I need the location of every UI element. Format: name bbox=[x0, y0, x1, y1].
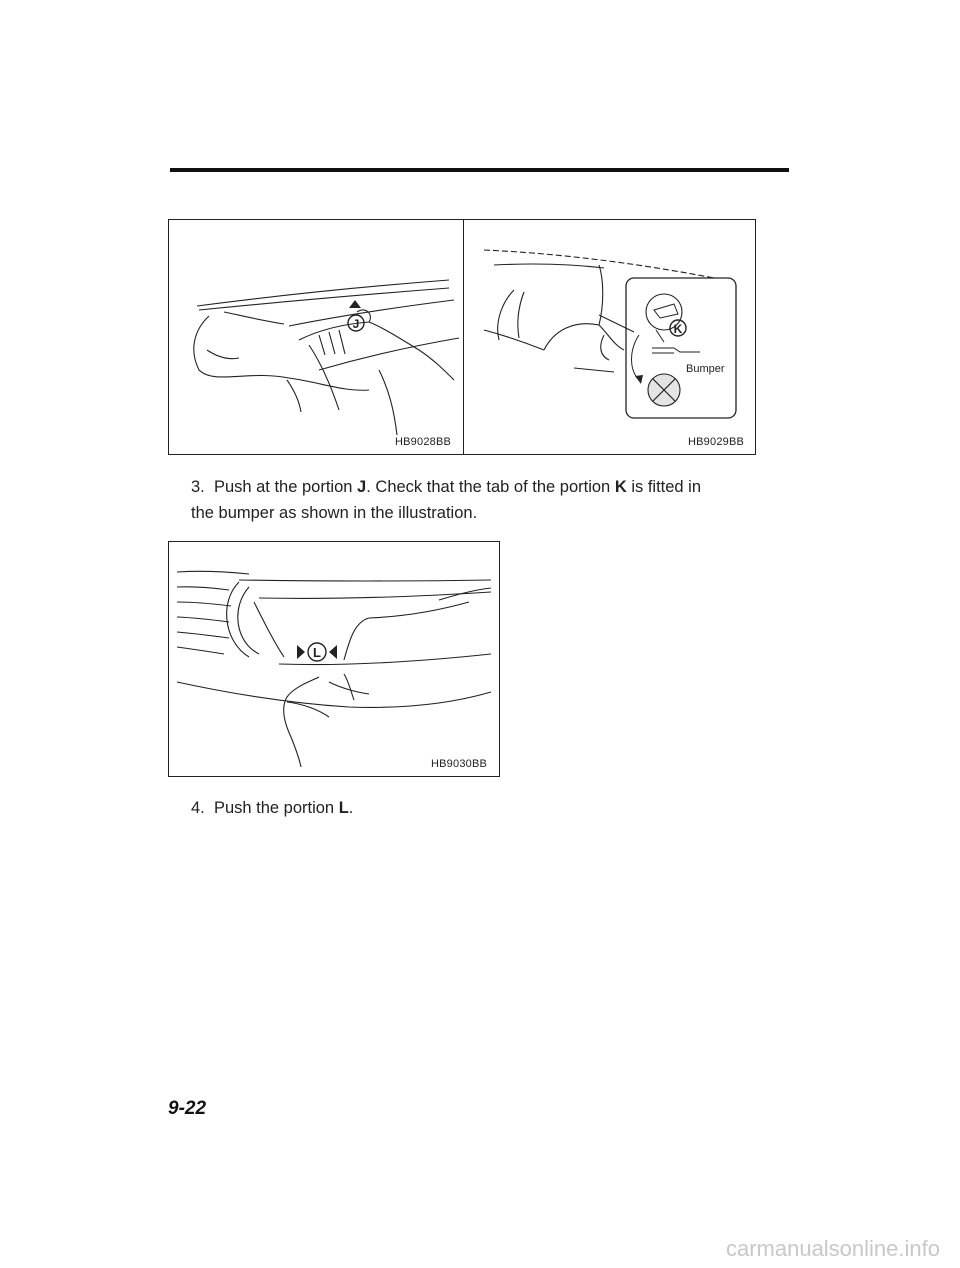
watermark: carmanualsonline.info bbox=[725, 1236, 940, 1261]
step-text: . Check that the tab of the portion bbox=[366, 478, 615, 496]
step-text: Push the portion bbox=[213, 799, 339, 817]
figure-j-panel bbox=[169, 220, 463, 454]
figure-k-illustration bbox=[464, 220, 756, 456]
step-bold: J bbox=[357, 478, 367, 496]
step-text: the bumper as shown in the illustration. bbox=[191, 504, 478, 522]
figure-code: HB9030BB bbox=[431, 758, 488, 770]
step-number: 4. bbox=[191, 799, 205, 817]
figure-code: HB9028BB bbox=[395, 436, 452, 448]
bumper-label: Bumper bbox=[686, 363, 725, 375]
figure-code: HB9029BB bbox=[688, 436, 745, 448]
step-3 bbox=[191, 474, 771, 526]
step-bold: L bbox=[338, 799, 349, 817]
figure-j-illustration bbox=[169, 220, 463, 456]
step-text: Push at the portion bbox=[213, 478, 358, 496]
step-4 bbox=[191, 795, 591, 821]
callout-k: K bbox=[673, 322, 683, 336]
callout-l: L bbox=[313, 645, 321, 660]
top-rule bbox=[170, 168, 789, 172]
figure-l bbox=[168, 541, 500, 777]
figure-k-panel bbox=[464, 220, 756, 454]
page-number: 9-22 bbox=[168, 1098, 207, 1119]
step-text: . bbox=[348, 799, 354, 817]
step-number: 3. bbox=[191, 478, 205, 496]
step-text: is fitted in bbox=[626, 478, 702, 496]
callout-j: J bbox=[352, 317, 360, 331]
figure-l-illustration bbox=[169, 542, 499, 776]
step-bold: K bbox=[614, 478, 627, 496]
figure-pair bbox=[168, 219, 756, 455]
